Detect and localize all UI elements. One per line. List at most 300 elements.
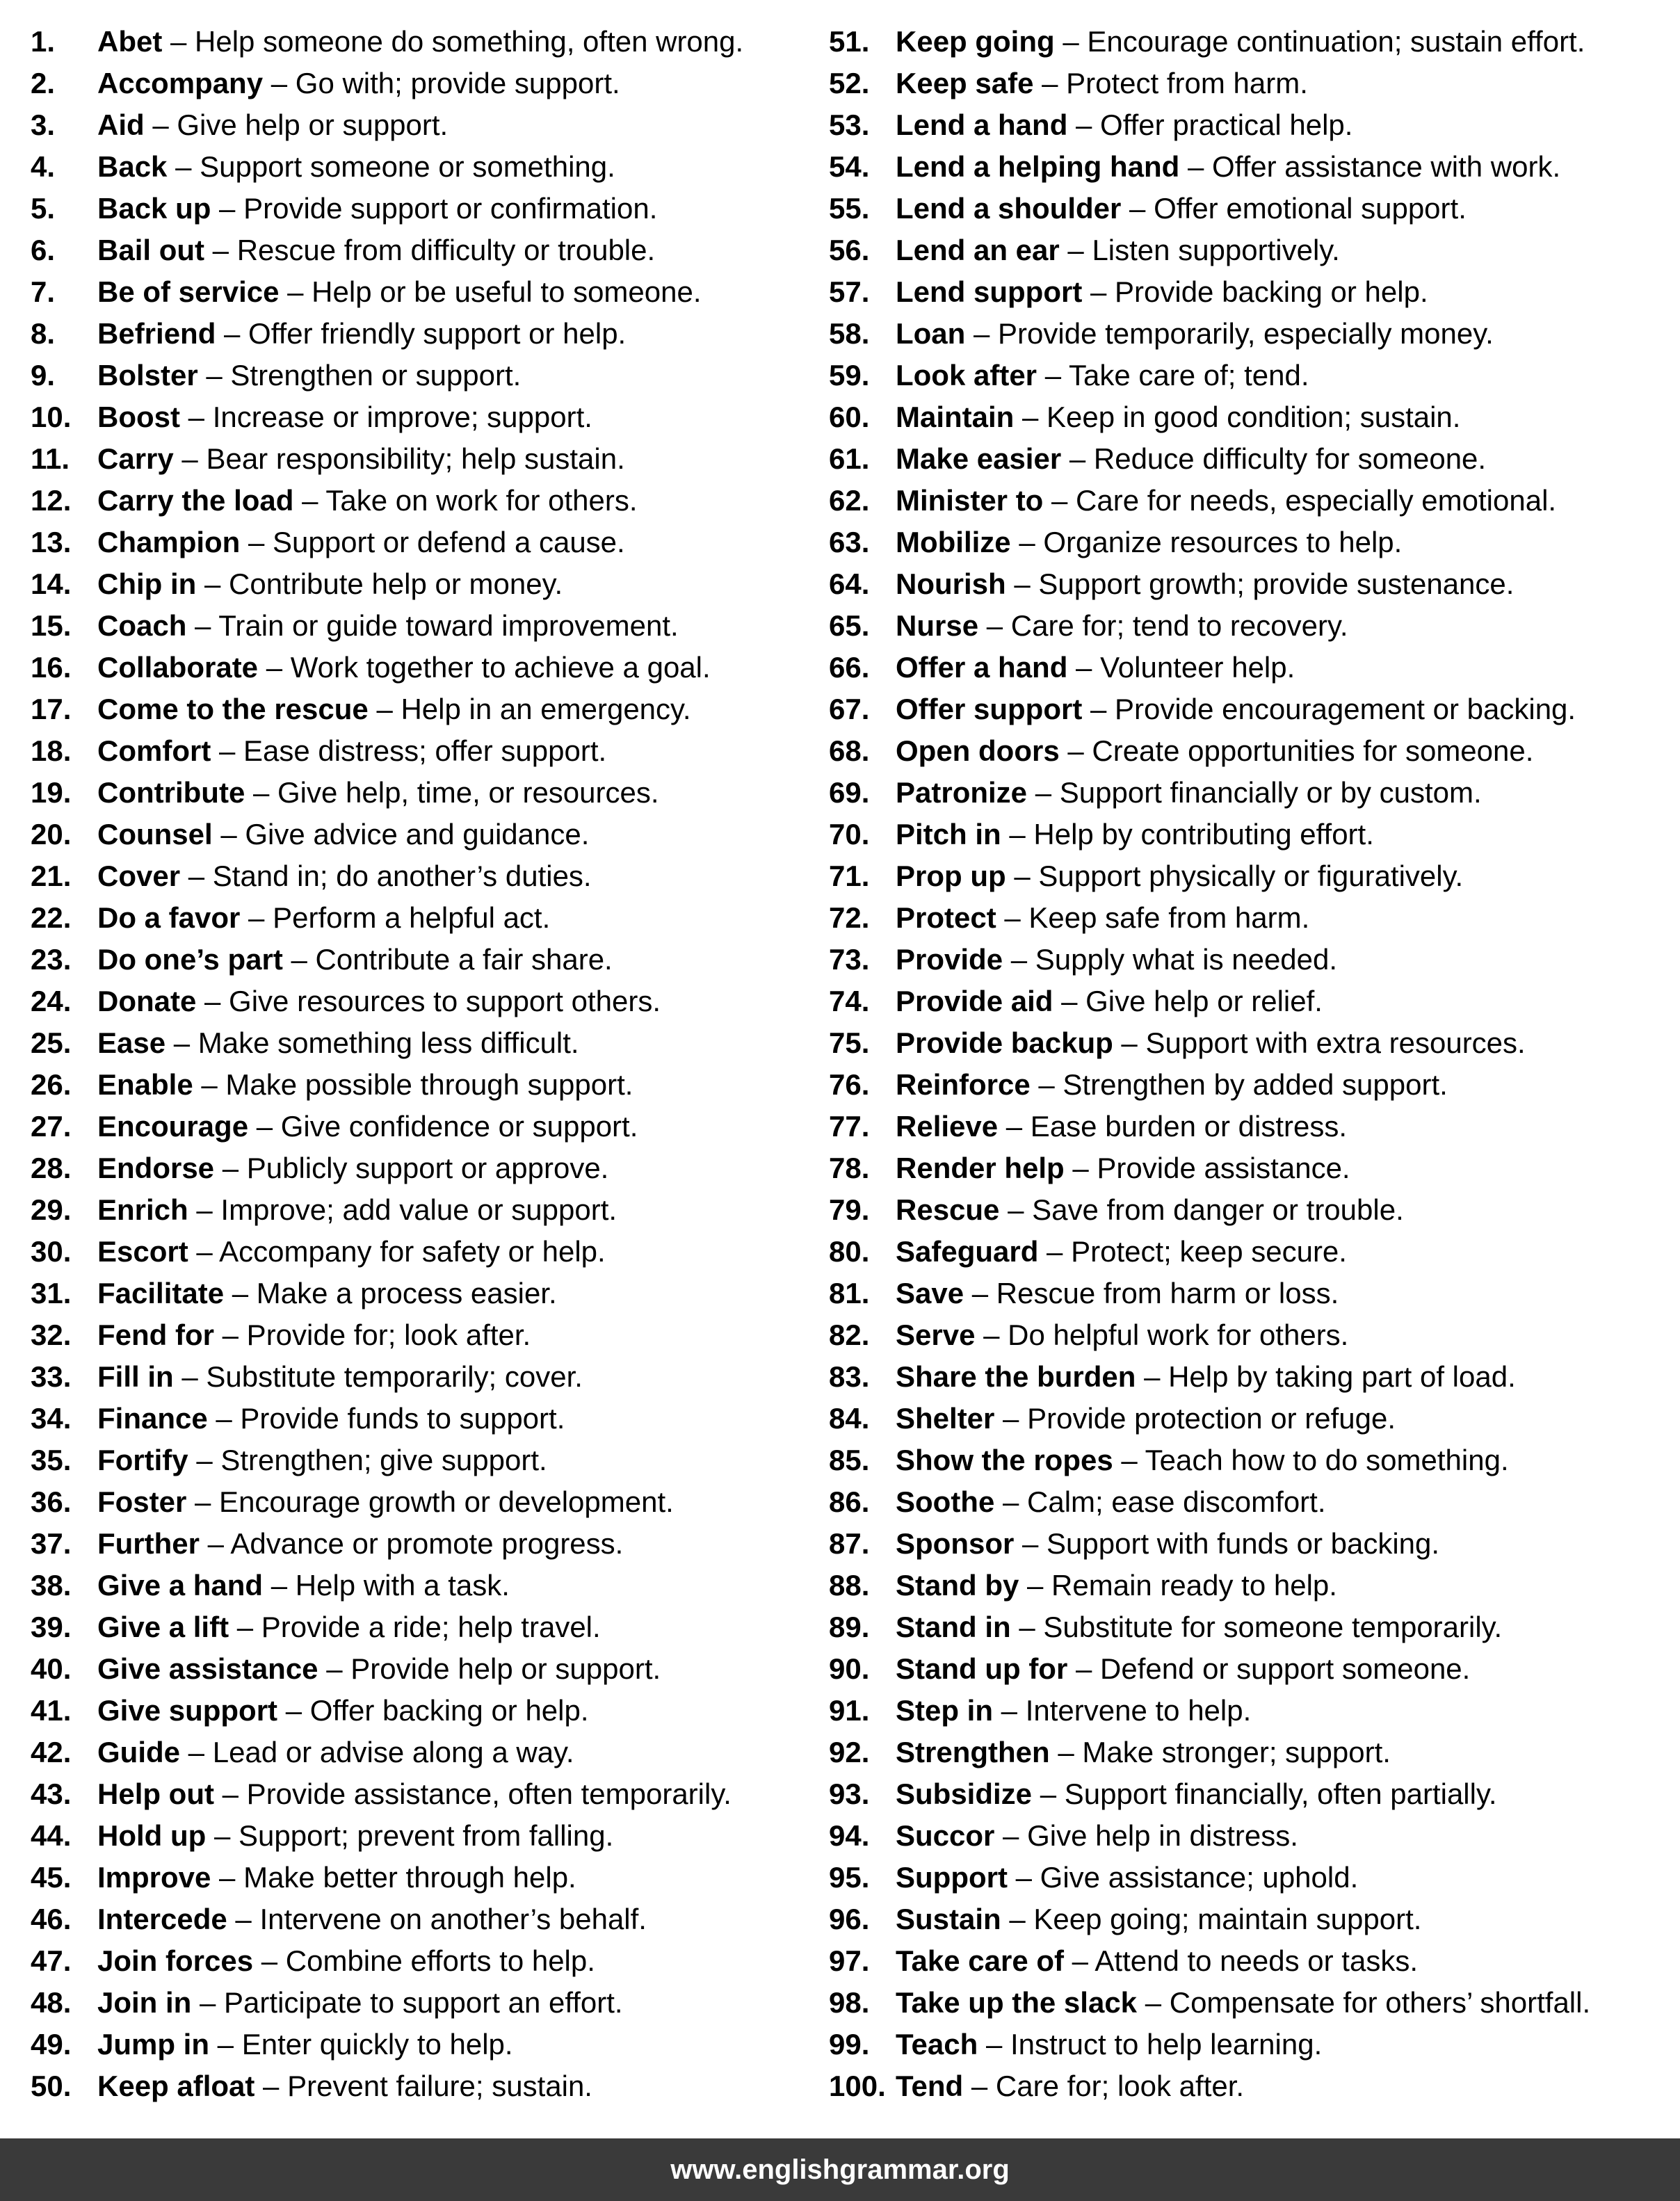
item-number: 40. (31, 1652, 72, 1685)
item-term: Donate (97, 985, 197, 1017)
item-definition: – Help with a task. (263, 1569, 510, 1602)
item-number: 16. (31, 651, 72, 684)
item-definition: – Strengthen; give support. (188, 1444, 547, 1476)
list-item (829, 1773, 1680, 1815)
list-item (829, 229, 1680, 271)
item-number: 12. (31, 484, 72, 517)
list-item (829, 1523, 1680, 1565)
list-item (829, 355, 1680, 396)
list-item (829, 1565, 1680, 1606)
item-definition: – Improve; add value or support. (188, 1193, 617, 1226)
item-term: Contribute (97, 776, 245, 809)
item-definition: – Give confidence or support. (248, 1110, 638, 1143)
list-item (31, 1273, 823, 1314)
item-number: 92. (829, 1736, 870, 1768)
item-definition: – Work together to achieve a goal. (258, 651, 711, 684)
item-number: 4. (31, 150, 56, 183)
item-number: 76. (829, 1068, 870, 1101)
list-item (31, 355, 823, 396)
item-definition: – Substitute for someone temporarily. (1010, 1611, 1503, 1643)
list-item (829, 1898, 1680, 1940)
item-definition: – Care for; tend to recovery. (978, 609, 1348, 642)
item-definition: – Protect; keep secure. (1038, 1235, 1347, 1268)
list-item (31, 1565, 823, 1606)
item-number: 2. (31, 67, 56, 99)
list-item (31, 855, 823, 897)
item-term: Sponsor (896, 1527, 1015, 1560)
item-definition: – Support with funds or backing. (1014, 1527, 1440, 1560)
item-term: Stand by (896, 1569, 1019, 1602)
item-term: Lend an ear (896, 234, 1060, 266)
item-number: 8. (31, 317, 56, 350)
item-definition: – Accompany for safety or help. (188, 1235, 606, 1268)
item-definition: – Reduce difficulty for someone. (1061, 442, 1487, 475)
item-term: Show the ropes (896, 1444, 1113, 1476)
item-term: Give support (97, 1694, 278, 1727)
list-item (31, 981, 823, 1022)
item-term: Carry (97, 442, 174, 475)
item-number: 83. (829, 1360, 870, 1393)
item-definition: – Keep going; maintain support. (1001, 1903, 1422, 1935)
list-item (829, 1064, 1680, 1106)
item-number: 37. (31, 1527, 72, 1560)
item-term: Teach (896, 2028, 978, 2061)
item-term: Boost (97, 401, 180, 433)
list-item (31, 1440, 823, 1481)
list-item (31, 146, 823, 188)
item-term: Abet (97, 25, 163, 58)
item-definition: – Provide assistance. (1064, 1152, 1350, 1184)
item-number: 19. (31, 776, 72, 809)
list-item (829, 1732, 1680, 1773)
list-item (829, 1231, 1680, 1273)
list-item (31, 1982, 823, 2024)
list-item (829, 1606, 1680, 1648)
item-definition: – Encourage growth or development. (186, 1485, 674, 1518)
item-definition: – Provide assistance, often temporarily. (213, 1777, 732, 1810)
item-definition: – Protect from harm. (1033, 67, 1308, 99)
item-number: 73. (829, 943, 870, 976)
item-number: 20. (31, 818, 72, 850)
item-term: Subsidize (896, 1777, 1033, 1810)
item-term: Support (896, 1861, 1008, 1894)
list-item (829, 1982, 1680, 2024)
item-term: Champion (97, 526, 241, 558)
item-definition: – Defend or support someone. (1067, 1652, 1471, 1685)
item-definition: – Take on work for others. (293, 484, 638, 517)
item-term: Save (896, 1277, 964, 1309)
item-definition: – Bear responsibility; help sustain. (173, 442, 625, 475)
item-number: 47. (31, 1944, 72, 1977)
list-item (829, 1022, 1680, 1064)
item-number: 23. (31, 943, 72, 976)
item-number: 77. (829, 1110, 870, 1143)
list-item (31, 647, 823, 688)
item-number: 41. (31, 1694, 72, 1727)
item-term: Pitch in (896, 818, 1001, 850)
item-term: Join in (97, 1986, 192, 2019)
item-term: Make easier (896, 442, 1062, 475)
item-number: 1. (31, 25, 56, 58)
item-definition: – Compensate for others’ shortfall. (1137, 1986, 1591, 2019)
item-definition: – Provide funds to support. (207, 1402, 565, 1435)
list-item (31, 313, 823, 355)
item-definition: – Give help, time, or resources. (245, 776, 659, 809)
list-item (31, 1398, 823, 1440)
list-item (829, 146, 1680, 188)
item-number: 85. (829, 1444, 870, 1476)
item-number: 99. (829, 2028, 870, 2061)
list-item (829, 188, 1680, 229)
item-definition: – Help by taking part of load. (1136, 1360, 1516, 1393)
item-definition: – Provide help or support. (318, 1652, 661, 1685)
item-term: Step in (896, 1694, 994, 1727)
item-number: 86. (829, 1485, 870, 1518)
list-item (31, 1523, 823, 1565)
item-term: Soothe (896, 1485, 995, 1518)
footer-bar (0, 2138, 1680, 2201)
item-number: 91. (829, 1694, 870, 1727)
item-term: Lend a helping hand (896, 150, 1180, 183)
item-number: 24. (31, 985, 72, 1017)
list-item (829, 1147, 1680, 1189)
item-definition: – Provide support or confirmation. (211, 192, 658, 225)
list-item (829, 647, 1680, 688)
item-term: Collaborate (97, 651, 259, 684)
item-definition: – Provide protection or refuge. (994, 1402, 1396, 1435)
item-number: 81. (829, 1277, 870, 1309)
list-item (829, 563, 1680, 605)
item-term: Join forces (97, 1944, 254, 1977)
item-number: 97. (829, 1944, 870, 1977)
item-definition: – Help or be useful to someone. (279, 275, 702, 308)
list-item (31, 814, 823, 855)
list-item (31, 1773, 823, 1815)
item-term: Render help (896, 1152, 1065, 1184)
item-number: 51. (829, 25, 870, 58)
item-number: 21. (31, 860, 72, 892)
item-term: Keep safe (896, 67, 1034, 99)
item-term: Escort (97, 1235, 188, 1268)
item-definition: – Advance or promote progress. (200, 1527, 624, 1560)
item-number: 72. (829, 901, 870, 934)
item-term: Cover (97, 860, 181, 892)
list-item (829, 1440, 1680, 1481)
item-term: Tend (896, 2070, 964, 2102)
item-definition: – Provide temporarily, especially money. (965, 317, 1494, 350)
item-definition: – Keep in good condition; sustain. (1014, 401, 1461, 433)
list-item (829, 1648, 1680, 1690)
item-number: 93. (829, 1777, 870, 1810)
item-term: Foster (97, 1485, 187, 1518)
item-term: Provide aid (896, 985, 1053, 1017)
item-term: Bolster (97, 359, 198, 392)
list-item (31, 1356, 823, 1398)
item-definition: – Intervene on another’s behalf. (227, 1903, 647, 1935)
item-term: Chip in (97, 567, 197, 600)
item-definition: – Provide backing or help. (1082, 275, 1428, 308)
item-number: 13. (31, 526, 72, 558)
list-item (829, 1481, 1680, 1523)
list-item (829, 897, 1680, 939)
list-item (31, 1606, 823, 1648)
item-term: Mobilize (896, 526, 1011, 558)
item-number: 25. (31, 1026, 72, 1059)
item-definition: – Provide a ride; help travel. (229, 1611, 601, 1643)
list-item (31, 897, 823, 939)
item-term: Fortify (97, 1444, 188, 1476)
item-definition: – Contribute a fair share. (282, 943, 613, 976)
item-term: Give a lift (97, 1611, 229, 1643)
item-number: 10. (31, 401, 72, 433)
item-number: 95. (829, 1861, 870, 1894)
item-definition: – Offer assistance with work. (1179, 150, 1561, 183)
list-item (31, 1106, 823, 1147)
list-item (31, 1815, 823, 1857)
item-definition: – Listen supportively. (1059, 234, 1340, 266)
list-item (829, 1857, 1680, 1898)
list-item (31, 104, 823, 146)
item-term: Serve (896, 1319, 976, 1351)
item-term: Minister to (896, 484, 1044, 517)
item-definition: – Take care of; tend. (1037, 359, 1309, 392)
list-item (829, 2024, 1680, 2065)
list-item (829, 480, 1680, 522)
item-definition: – Perform a helpful act. (240, 901, 551, 934)
item-definition: – Organize resources to help. (1010, 526, 1403, 558)
item-number: 88. (829, 1569, 870, 1602)
item-term: Stand in (896, 1611, 1011, 1643)
list-item (31, 939, 823, 981)
item-number: 60. (829, 401, 870, 433)
item-definition: – Support financially or by custom. (1027, 776, 1482, 809)
footer-website-link[interactable]: www.englishgrammar.org (670, 2154, 1010, 2185)
item-number: 80. (829, 1235, 870, 1268)
list-item (31, 188, 823, 229)
item-term: Hold up (97, 1819, 207, 1852)
list-item (829, 271, 1680, 313)
item-number: 7. (31, 275, 56, 308)
item-term: Give assistance (97, 1652, 318, 1685)
item-definition: – Instruct to help learning. (978, 2028, 1323, 2061)
item-definition: – Provide encouragement or backing. (1082, 693, 1576, 725)
list-item (31, 522, 823, 563)
item-number: 35. (31, 1444, 72, 1476)
item-term: Enable (97, 1068, 193, 1101)
item-number: 15. (31, 609, 72, 642)
item-number: 31. (31, 1277, 72, 1309)
item-definition: – Make possible through support. (193, 1068, 633, 1101)
item-term: Fend for (97, 1319, 214, 1351)
list-item (31, 1648, 823, 1690)
item-term: Keep going (896, 25, 1055, 58)
list-item (31, 229, 823, 271)
list-item (829, 939, 1680, 981)
list-item (829, 522, 1680, 563)
item-number: 3. (31, 108, 56, 141)
item-term: Intercede (97, 1903, 227, 1935)
item-term: Protect (896, 901, 996, 934)
item-number: 43. (31, 1777, 72, 1810)
item-definition: – Provide for; look after. (213, 1319, 531, 1351)
item-term: Take up the slack (896, 1986, 1138, 2019)
item-definition: – Make better through help. (211, 1861, 576, 1894)
item-term: Share the burden (896, 1360, 1136, 1393)
item-term: Endorse (97, 1152, 215, 1184)
item-definition: – Strengthen or support. (197, 359, 522, 392)
item-definition: – Intervene to help. (993, 1694, 1252, 1727)
item-number: 28. (31, 1152, 72, 1184)
list-item (31, 2065, 823, 2107)
item-number: 49. (31, 2028, 72, 2061)
item-term: Comfort (97, 734, 211, 767)
item-definition: – Ease burden or distress. (998, 1110, 1348, 1143)
item-term: Offer support (896, 693, 1083, 725)
list-item (829, 313, 1680, 355)
item-definition: – Remain ready to help. (1019, 1569, 1337, 1602)
item-term: Provide (896, 943, 1003, 976)
item-number: 69. (829, 776, 870, 809)
list-item (31, 396, 823, 438)
item-term: Finance (97, 1402, 208, 1435)
item-definition: – Support financially, often partially. (1032, 1777, 1497, 1810)
item-term: Take care of (896, 1944, 1065, 1977)
word-list-column-right (829, 21, 1680, 2107)
item-number: 94. (829, 1819, 870, 1852)
item-number: 78. (829, 1152, 870, 1184)
list-item (31, 1898, 823, 1940)
item-term: Rescue (896, 1193, 1000, 1226)
word-list (0, 21, 1680, 2107)
item-definition: – Save from danger or trouble. (999, 1193, 1404, 1226)
item-number: 34. (31, 1402, 72, 1435)
item-number: 87. (829, 1527, 870, 1560)
item-term: Come to the rescue (97, 693, 369, 725)
item-definition: – Encourage continuation; sustain effort. (1054, 25, 1585, 58)
item-definition: – Offer emotional support. (1121, 192, 1467, 225)
item-definition: – Give help or support. (144, 108, 449, 141)
item-number: 100. (829, 2070, 886, 2102)
item-number: 33. (31, 1360, 72, 1393)
item-number: 30. (31, 1235, 72, 1268)
list-item (829, 981, 1680, 1022)
item-definition: – Help by contributing effort. (1001, 818, 1374, 850)
item-definition: – Care for needs, especially emotional. (1043, 484, 1557, 517)
item-number: 11. (31, 442, 70, 475)
item-definition: – Create opportunities for someone. (1059, 734, 1534, 767)
item-term: Lend support (896, 275, 1083, 308)
item-number: 52. (829, 67, 870, 99)
item-definition: – Prevent failure; sustain. (255, 2070, 592, 2102)
item-term: Do a favor (97, 901, 241, 934)
item-definition: – Volunteer help. (1067, 651, 1295, 684)
item-term: Aid (97, 108, 145, 141)
item-definition: – Strengthen by added support. (1030, 1068, 1448, 1101)
list-item (829, 1273, 1680, 1314)
item-term: Prop up (896, 860, 1006, 892)
item-definition: – Help someone do something, often wrong. (162, 25, 744, 58)
item-number: 68. (829, 734, 870, 767)
item-term: Guide (97, 1736, 181, 1768)
item-definition: – Care for; look after. (963, 2070, 1245, 2102)
list-item (31, 1481, 823, 1523)
item-term: Shelter (896, 1402, 995, 1435)
item-definition: – Give advice and guidance. (212, 818, 590, 850)
list-item (31, 21, 823, 63)
item-number: 56. (829, 234, 870, 266)
item-term: Stand up for (896, 1652, 1068, 1685)
item-definition: – Calm; ease discomfort. (994, 1485, 1326, 1518)
item-definition: – Train or guide toward improvement. (186, 609, 679, 642)
item-definition: – Keep safe from harm. (996, 901, 1310, 934)
item-definition: – Ease distress; offer support. (211, 734, 607, 767)
item-term: Offer a hand (896, 651, 1068, 684)
item-definition: – Stand in; do another’s duties. (180, 860, 592, 892)
item-number: 62. (829, 484, 870, 517)
item-number: 45. (31, 1861, 72, 1894)
item-term: Nurse (896, 609, 979, 642)
item-number: 90. (829, 1652, 870, 1685)
list-item (31, 1231, 823, 1273)
item-definition: – Participate to support an effort. (191, 1986, 623, 2019)
item-number: 32. (31, 1319, 72, 1351)
item-number: 54. (829, 150, 870, 183)
item-number: 74. (829, 985, 870, 1017)
item-number: 27. (31, 1110, 72, 1143)
list-item (31, 1064, 823, 1106)
item-term: Jump in (97, 2028, 210, 2061)
item-number: 9. (31, 359, 56, 392)
item-number: 14. (31, 567, 72, 600)
item-definition: – Enter quickly to help. (209, 2028, 513, 2061)
item-definition: – Support or defend a cause. (240, 526, 625, 558)
list-item (31, 271, 823, 313)
item-number: 57. (829, 275, 870, 308)
item-definition: – Teach how to do something. (1113, 1444, 1509, 1476)
item-number: 70. (829, 818, 870, 850)
item-term: Accompany (97, 67, 264, 99)
item-term: Lend a hand (896, 108, 1068, 141)
item-definition: – Attend to needs or tasks. (1064, 1944, 1418, 1977)
item-definition: – Make something less difficult. (165, 1026, 579, 1059)
item-number: 50. (31, 2070, 72, 2102)
list-item (31, 1690, 823, 1732)
item-term: Back up (97, 192, 211, 225)
list-item (829, 605, 1680, 647)
item-number: 26. (31, 1068, 72, 1101)
list-item (31, 480, 823, 522)
item-term: Open doors (896, 734, 1060, 767)
item-number: 79. (829, 1193, 870, 1226)
item-definition: – Make a process easier. (224, 1277, 557, 1309)
item-number: 65. (829, 609, 870, 642)
item-number: 38. (31, 1569, 72, 1602)
item-number: 5. (31, 192, 56, 225)
item-term: Nourish (896, 567, 1006, 600)
item-number: 96. (829, 1903, 870, 1935)
item-term: Relieve (896, 1110, 999, 1143)
item-number: 22. (31, 901, 72, 934)
item-definition: – Lead or advise along a way. (180, 1736, 574, 1768)
list-item (829, 688, 1680, 730)
item-definition: – Rescue from difficulty or trouble. (204, 234, 656, 266)
item-number: 36. (31, 1485, 72, 1518)
item-definition: – Offer practical help. (1067, 108, 1353, 141)
item-definition: – Give resources to support others. (196, 985, 661, 1017)
item-definition: – Supply what is needed. (1003, 943, 1338, 976)
list-item (31, 1022, 823, 1064)
list-item (829, 1189, 1680, 1231)
